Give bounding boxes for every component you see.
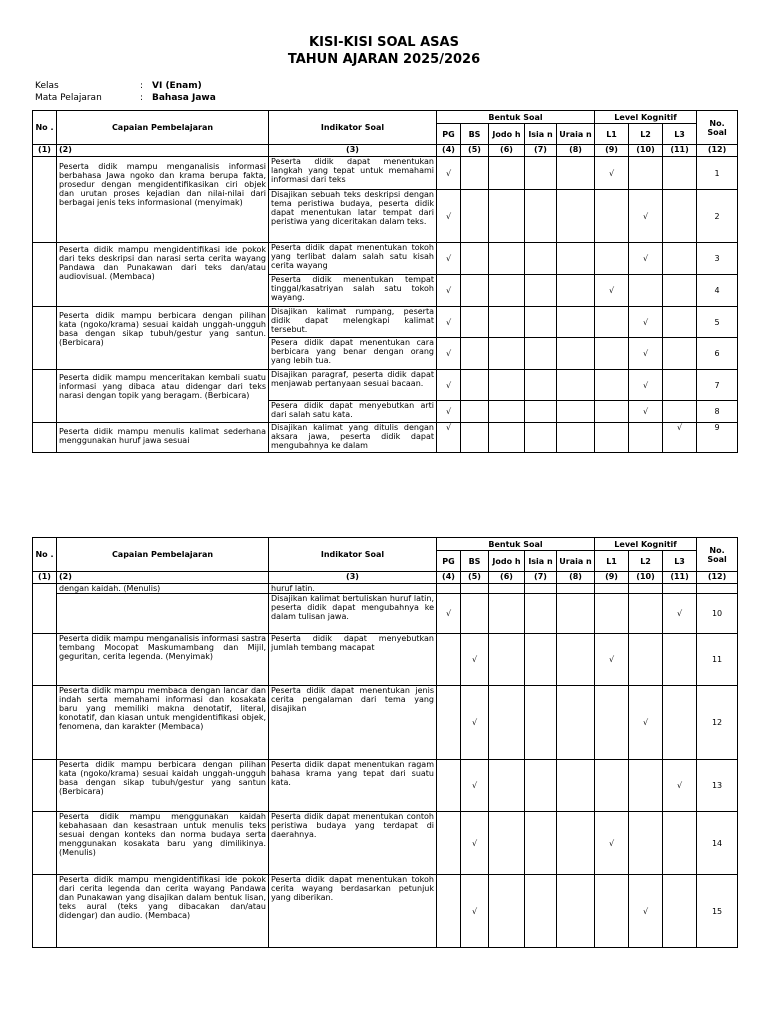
col-number: (7) [525,145,557,157]
table-row [33,875,738,948]
table-row [33,307,738,338]
kelas-row [35,81,202,91]
pg-check: √ [437,157,461,190]
col-indikator: Indikator Soal [269,111,437,145]
no-soal: 13 [697,760,738,812]
indikator-cell: Disajikan sebuah teks deskripsi dengan tema peristiwa budaya, peserta didik dapat menentukan latar tempat dari peristiwa yang diceritakan dalam teks. [269,190,437,243]
indikator-cell: Pesera didik dapat menyebutkan arti dari salah satu kata. [269,401,437,423]
indikator-cell: Peserta didik dapat menentukan tokoh yang terlibat dalam salah satu kisah cerita wayang [269,243,437,275]
col-no-soal: No. Soal [697,538,738,572]
pg-check: √ [437,594,461,634]
no-cell [33,423,57,453]
kelas-label: Kelas [35,81,59,91]
col-number: (8) [557,145,595,157]
column-number-row [33,572,738,584]
col-l3: L3 [663,124,697,145]
no-soal: 1 [697,157,738,190]
col-number: (1) [33,145,57,157]
col-number: (10) [629,145,663,157]
colon: : [140,93,144,103]
col-number: (2) [57,572,269,584]
mapel-row [35,93,216,103]
col-l2: L2 [629,551,663,572]
pg-check: √ [437,190,461,243]
bs-check: √ [461,875,489,948]
indikator-cell: Disajikan paragraf, peserta didik dapat menjawab pertanyaan sesuai bacaan. [269,370,437,401]
indikator-cell: Peserta didik dapat menentukan contoh peristiwa budaya yang terdapat di daerahnya. [269,812,437,875]
capaian-cell [57,423,269,453]
indikator-cell: Peserta didik dapat menyebutkan jumlah tembang macapat [269,634,437,686]
l2-check: √ [629,686,663,760]
bs-check: √ [461,760,489,812]
col-number: (4) [437,572,461,584]
no-soal: 14 [697,812,738,875]
no-cell [33,243,57,307]
l2-check: √ [629,243,663,275]
indikator-cell: huruf latin. [269,584,437,594]
no-soal: 2 [697,190,738,243]
no-soal: 10 [697,594,738,634]
no-cell [33,634,57,686]
l2-check: √ [629,875,663,948]
col-level-kognitif: Level Kognitif [595,111,697,124]
col-no: No . [33,111,57,145]
table-row [33,594,738,634]
col-number: (6) [489,145,525,157]
col-bentuk-soal: Bentuk Soal [437,538,595,551]
mapel-label: Mata Pelajaran [35,93,102,103]
table-row [33,423,738,453]
no-soal: 15 [697,875,738,948]
col-uraian: Uraia n [557,124,595,145]
capaian-text: Peserta didik mampu menulis kalimat sederhana menggunakan huruf jawa sesuai [59,427,266,445]
col-jodoh: Jodo h [489,124,525,145]
col-isian: Isia n [525,124,557,145]
pg-check: √ [437,401,461,423]
capaian-cell: Peserta didik mampu mengidentifikasi ide pokok dari teks deskripsi dan narasi serta cerita wayang Pandawa dan Punakawan dari teks dan/atau audiovisual. (Membaca) [57,243,269,307]
capaian-cell: Peserta didik mampu menganalisis informasi berbahasa Jawa ngoko dan krama berupa fakta, prosedur dengan mengidentifikasikan ciri objek dan urutan proses kejadian dan nilai-nilai dari berbagai jenis teks informasional (menyimak) [57,157,269,243]
col-bs: BS [461,124,489,145]
no-soal: 4 [697,275,738,307]
col-l1: L1 [595,124,629,145]
col-l3: L3 [663,551,697,572]
no-soal: 3 [697,243,738,275]
no-soal: 6 [697,338,738,370]
col-number: (12) [697,145,738,157]
table-row [33,812,738,875]
no-cell [33,760,57,812]
l1-check: √ [595,275,629,307]
col-pg: PG [437,124,461,145]
kelas-value: VI (Enam) [152,81,202,91]
table-row [33,584,738,594]
l2-check: √ [629,190,663,243]
pg-check: √ [437,370,461,401]
col-pg: PG [437,551,461,572]
indikator-cell: Disajikan kalimat bertuliskan huruf latin, peserta didik dapat mengubahnya ke dalam tulisan jawa. [269,594,437,634]
col-l2: L2 [629,124,663,145]
pg-check: √ [437,338,461,370]
capaian-cell: Peserta didik mampu berbicara dengan pilihan kata (ngoko/krama) sesuai kaidah unggah-ungguh basa dengan sikap tubuh/gestur yang santun. (Berbicara) [57,307,269,370]
col-uraian: Uraia n [557,551,595,572]
table-row [33,634,738,686]
column-number-row [33,145,738,157]
no-cell [33,686,57,760]
col-no-soal: No. Soal [697,111,738,145]
col-capaian: Capaian Pembelajaran [57,111,269,145]
l3-check: √ [663,760,697,812]
col-number: (6) [489,572,525,584]
l3-check: √ [663,594,697,634]
pg-check: √ [437,275,461,307]
col-number: (12) [697,572,738,584]
no-soal: 7 [697,370,738,401]
col-isian: Isia n [525,551,557,572]
indikator-cell: Peserta didik dapat menentukan jenis cerita pengalaman dari tema yang disajikan [269,686,437,760]
l3-check: √ [663,423,697,453]
table-row [33,243,738,275]
capaian-cell: Peserta didik mampu menceritakan kembali suatu informasi yang dibaca atau didengar dari teks narasi dengan topik yang beragam. (Berbicara) [57,370,269,423]
l2-check: √ [629,370,663,401]
col-number: (8) [557,572,595,584]
kisi-table-2 [32,537,738,948]
doc-subtitle: TAHUN AJARAN 2025/2026 [287,52,481,67]
col-level-kognitif: Level Kognitif [595,538,697,551]
no-soal: 9 [697,423,738,453]
no-cell [33,584,57,634]
bs-check: √ [461,634,489,686]
capaian-cell: Peserta didik mampu berbicara dengan pilihan kata (ngoko/krama) sesuai kaidah unggah-ungguh basa dengan sikap tubuh/gestur yang santun (Berbicara) [57,760,269,812]
table-row [33,686,738,760]
col-number: (3) [269,572,437,584]
l1-check: √ [595,812,629,875]
col-number: (9) [595,572,629,584]
indikator-cell: Peserta didik menentukan tempat tinggal/kasatriyan salah satu tokoh wayang. [269,275,437,307]
col-number: (4) [437,145,461,157]
capaian-cell: Peserta didik mampu menganalisis informasi sastra tembang Mocopat Maskumambang dan Mijil, geguritan, cerita legenda. (Menyimak) [57,634,269,686]
colon: : [140,81,144,91]
table-row [33,760,738,812]
l2-check: √ [629,307,663,338]
indikator-cell [269,423,437,453]
capaian-cell: Peserta didik mampu mengidentifikasi ide pokok dari cerita legenda dan cerita wayang Pandawa dan Punakawan yang disajikan dalam bentuk lisan, teks aural (teks yang dibacakan dan/atau didengar) dan audio. (Membaca) [57,875,269,948]
indikator-cell: Disajikan kalimat rumpang, peserta didik dapat melengkapi kalimat tersebut. [269,307,437,338]
indikator-cell: Peserta didik dapat menentukan ragam bahasa krama yang tepat dari suatu kata. [269,760,437,812]
col-number: (9) [595,145,629,157]
bs-check: √ [461,812,489,875]
col-number: (11) [663,572,697,584]
no-cell [33,307,57,370]
col-number: (10) [629,572,663,584]
no-soal: 8 [697,401,738,423]
indikator-cell: Peserta didik dapat menentukan tokoh cerita wayang berdasarkan petunjuk yang diberikan. [269,875,437,948]
indikator-cell: Pesera didik dapat menentukan cara berbicara yang benar dengan orang yang lebih tua. [269,338,437,370]
col-number: (5) [461,572,489,584]
col-number: (3) [269,145,437,157]
no-cell [33,812,57,875]
col-l1: L1 [595,551,629,572]
l2-check: √ [629,338,663,370]
kisi-table-1 [32,110,738,453]
col-number: (7) [525,572,557,584]
l2-check: √ [629,401,663,423]
no-soal: 12 [697,686,738,760]
col-bentuk-soal: Bentuk Soal [437,111,595,124]
capaian-cell: Peserta didik mampu menggunakan kaidah kebahasaan dan kesastraan untuk menulis teks sesuai dengan konteks dan norma budaya serta menggunakan kosakata baru yang dimilikinya. (Menulis) [57,812,269,875]
col-number: (2) [57,145,269,157]
bs-check: √ [461,686,489,760]
col-number: (1) [33,572,57,584]
table-row [33,370,738,401]
col-jodoh: Jodo h [489,551,525,572]
no-cell [33,370,57,423]
indikator-cell: Peserta didik dapat menentukan langkah yang tepat untuk memahami informasi dari teks [269,157,437,190]
doc-title: KISI-KISI SOAL ASAS [309,35,459,50]
l1-check: √ [595,634,629,686]
indikator-text: Disajikan kalimat yang ditulis dengan aksara jawa, peserta didik dapat mengubahnya ke dalam [271,423,434,450]
table-row [33,157,738,190]
pg-check: √ [437,307,461,338]
col-bs: BS [461,551,489,572]
no-cell [33,157,57,243]
col-no: No . [33,538,57,572]
col-number: (5) [461,145,489,157]
col-capaian: Capaian Pembelajaran [57,538,269,572]
no-soal: 5 [697,307,738,338]
mapel-value: Bahasa Jawa [152,93,216,103]
capaian-cell [57,594,269,634]
pg-check: √ [437,423,461,453]
no-soal: 11 [697,634,738,686]
col-indikator: Indikator Soal [269,538,437,572]
pg-check: √ [437,243,461,275]
capaian-cell: dengan kaidah. (Menulis) [57,584,269,594]
l1-check: √ [595,157,629,190]
capaian-cell: Peserta didik mampu membaca dengan lancar dan indah serta memahami informasi dan kosakata baru yang memiliki makna denotatif, literal, konotatif, dan kiasan untuk mengidentifikasi objek, fenomena, dan karakter (Membaca) [57,686,269,760]
col-number: (11) [663,145,697,157]
no-cell [33,875,57,948]
